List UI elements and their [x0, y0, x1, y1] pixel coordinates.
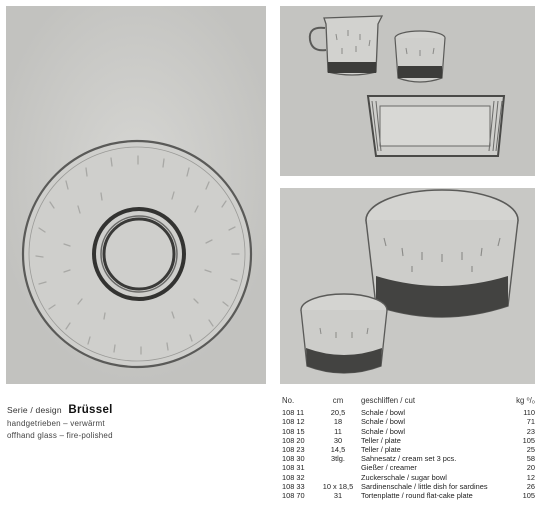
cell-cm: 31: [333, 491, 343, 501]
cell-no: 108 15: [282, 426, 305, 436]
cell-cm: [319, 473, 357, 482]
cell-cm: 11: [334, 426, 342, 436]
cell-no: 108 31: [282, 463, 305, 473]
cell-cut: Teller / plate: [361, 445, 401, 455]
cell-kg: 105: [522, 491, 535, 501]
cell-cut: Tortenplatte / round flat-cake plate: [361, 491, 473, 501]
cell-cm: 18: [333, 417, 343, 427]
cell-kg: 105: [522, 435, 535, 445]
cell-no: 108 30: [282, 454, 305, 464]
cell-no: 108 33: [282, 481, 305, 491]
header-cm: cm: [332, 396, 344, 405]
series-caption: [7, 404, 272, 440]
table-row: [282, 473, 535, 482]
description-de: handgetrieben – verwärmt: [7, 419, 105, 428]
cell-kg: 58: [526, 454, 535, 464]
cell-cm: 20,5: [330, 408, 346, 418]
table-header-row: [282, 396, 535, 408]
cell-cut: Schale / bowl: [361, 417, 405, 427]
creamer-set-photo: [280, 6, 535, 176]
cell-kg: 71: [526, 417, 535, 427]
cell-no: 108 11: [282, 408, 305, 418]
header-no: No.: [282, 396, 295, 405]
table-row: [282, 417, 535, 426]
cell-kg: 25: [526, 445, 535, 455]
cell-no: 108 70: [282, 491, 305, 501]
cell-cm: [319, 463, 357, 472]
table-row: [282, 491, 535, 500]
table-row: [282, 463, 535, 472]
series-name: Brüssel: [68, 404, 113, 416]
cell-kg: 23: [526, 426, 535, 436]
plate-photo: [6, 6, 266, 384]
cell-cm: 3tlg.: [331, 454, 345, 464]
table-row: [282, 482, 535, 491]
cell-cut: Gießer / creamer: [361, 463, 417, 473]
header-cut: geschliffen / cut: [361, 396, 416, 405]
table-row: [282, 445, 535, 454]
cell-cut: Sahnesatz / cream set 3 pcs.: [361, 454, 457, 464]
small-bowl: [301, 294, 387, 373]
table-row: [282, 408, 535, 417]
cell-cm: 10 x 18,5: [322, 481, 354, 491]
cell-no: 108 23: [282, 445, 305, 455]
large-bowl: [366, 190, 518, 317]
header-kg: kg ⁰/₀: [516, 396, 535, 405]
cell-kg: 20: [526, 463, 535, 473]
cell-cut: Schale / bowl: [361, 426, 405, 436]
cell-cm: 30: [333, 435, 343, 445]
cell-kg: 110: [523, 408, 535, 418]
sugar-bowl: [395, 31, 445, 82]
table-row: [282, 427, 535, 436]
bowls-photo: [280, 188, 535, 384]
table-row: [282, 436, 535, 445]
series-line: [7, 404, 272, 416]
cell-cut: Sardinenschale / little dish for sardines: [361, 481, 488, 491]
product-table: [282, 396, 535, 500]
plate-rim: [23, 141, 251, 367]
cell-kg: 26: [526, 481, 535, 491]
cell-no: 108 32: [282, 472, 305, 482]
cell-cm: 14,5: [330, 445, 346, 455]
cell-no: 108 20: [282, 435, 305, 445]
description-en: offhand glass – fire-polished: [7, 431, 113, 440]
table-row: [282, 454, 535, 463]
series-label: Serie / design: [7, 405, 62, 415]
cell-cut: Zuckerschale / sugar bowl: [361, 472, 447, 482]
sardine-tray: [368, 96, 504, 156]
cell-kg: 12: [526, 472, 535, 482]
cell-cut: Teller / plate: [361, 435, 401, 445]
cell-no: 108 12: [282, 417, 305, 427]
cell-cut: Schale / bowl: [361, 408, 405, 418]
